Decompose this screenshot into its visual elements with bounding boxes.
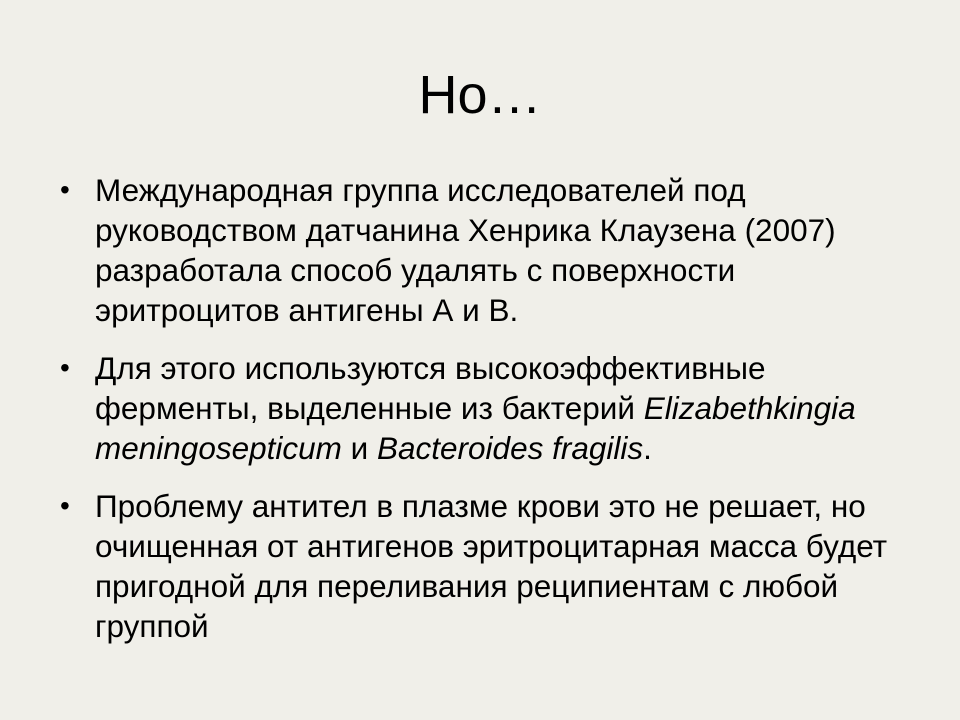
bullet-text: Международная группа исследователей под руководством датчанина Хенрика Клаузена (2007) разработала способ удалять с поверхности эритроцитов антигены А и В. (95, 172, 836, 328)
bullet-list (60, 170, 910, 664)
bullet-text: Проблему антител в плазме крови это не решает, но очищенная от антигенов эритроцитарная масса будет пригодной для переливания реципиентам с любой группой (95, 488, 888, 644)
bullet-text-part: и (341, 430, 377, 466)
bullet-text-part: . (643, 430, 652, 466)
bullet-text-part: Для этого используются высокоэффективные ферменты, выделенные из бактерий (95, 350, 766, 426)
bullet-icon: • (60, 174, 70, 205)
bullet-item-2 (60, 348, 910, 468)
bullet-icon: • (60, 490, 70, 521)
bacteria-name-1: Elizabethkingia meningosepticum (95, 390, 856, 466)
bacteria-name-2: Bacteroides fragilis (377, 430, 644, 466)
bullet-item-1 (60, 170, 910, 330)
slide-title: Но… (418, 65, 542, 125)
bullet-item-3 (60, 486, 910, 646)
bullet-icon: • (60, 352, 70, 383)
